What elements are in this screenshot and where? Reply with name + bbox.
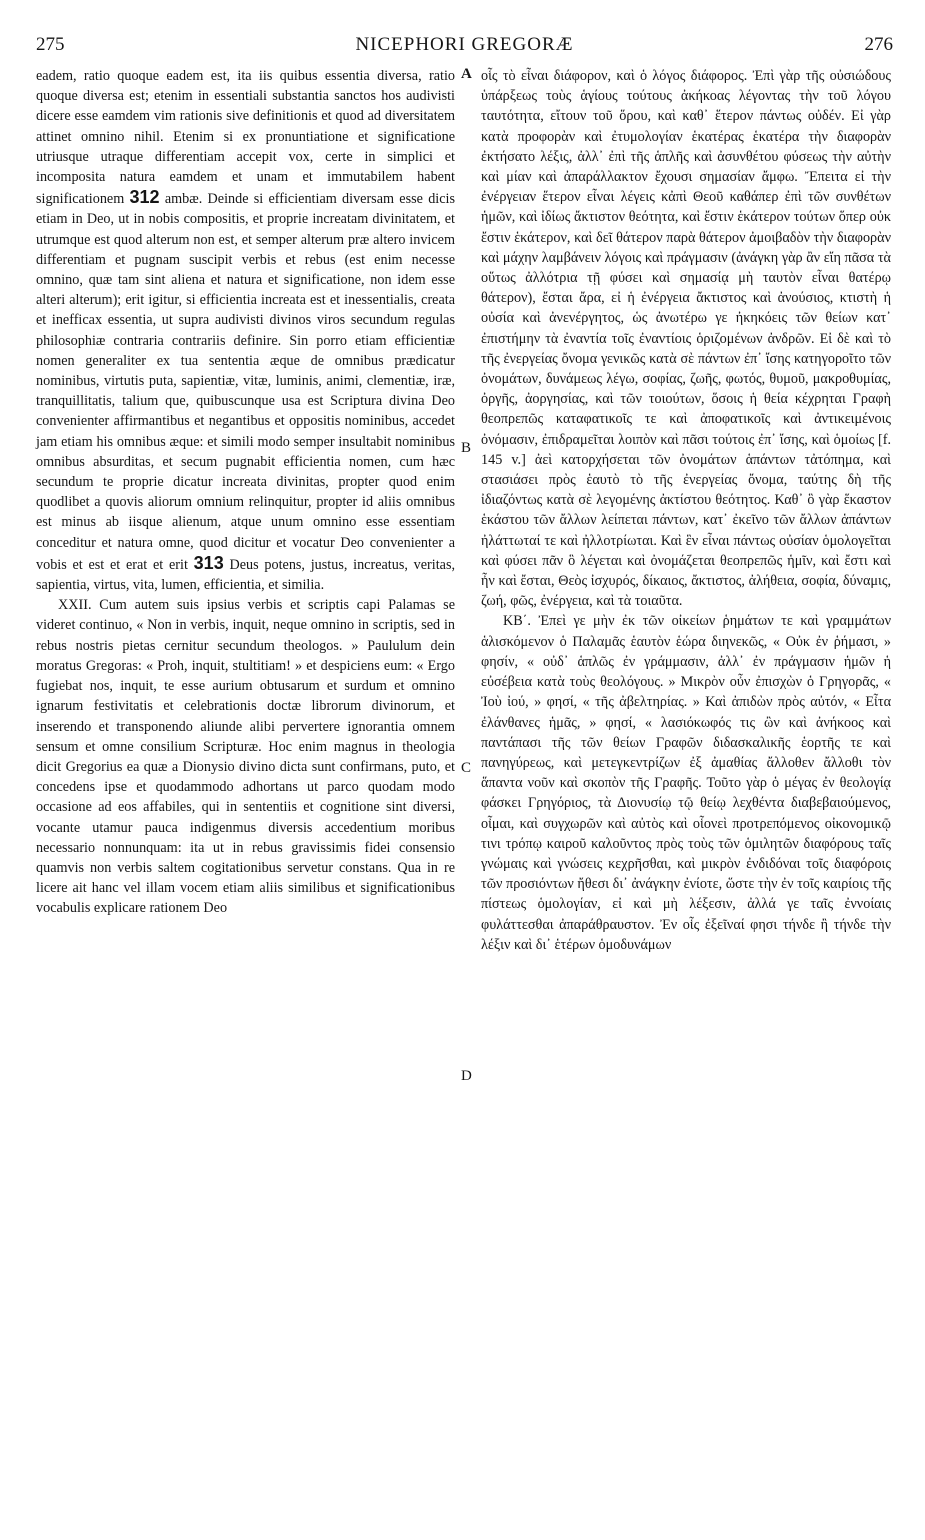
latin-paragraph-1 bbox=[36, 66, 455, 595]
latin-text-1b: ambæ. Deinde si efficientiam diversam esse dicis etiam in Deo, ut in nobis compositis, et proprie increatam divinitatem, et utrumque est quod alterum non est, et semper alterum præ altero invicem differentiam et pugnam suscipit verbis et rebus (est enim necesse omnino, quæ tam sint aliena et natura et significatione, non idem esse alteri alterum); erit igitur, si efficientia increata est et inessentialis, creata et inefficax essentia, ut supra audivisti divinos viros secundum regulas philosophiæ contraria contrariis definire. Sin porro etiam efficientiæ nomen generaliter ex tua sententia æque de omnibus prædicatur nominibus, virtutis puta, sapientiæ, vitæ, luminis, animi, clementiæ, iræ, tranquillitatis, talium que, quibuscunque usa est Scriptura divina Deo convenienter affirmantibus et negantibus et oppositis nominibus, accedet jam etiam his omnibus æque: et simili modo semper insultabit nominibus omnibus absurditas, et secum pugnabit efficientia nomen, cum hæc secundum te proprie dicatur increata divinitas, propter quod enim quodlibet a quovis aliorum omnium relinquitur, propter id aliis omnibus est minus ab iisque alienum, atque unum omnino esse essentiam conceditur et natura omne, quod dicitur et vocatur Deo convenienter a vobis et est et erat et erit bbox=[36, 191, 455, 573]
section-marker-a: A bbox=[461, 66, 472, 82]
latin-text-1c: Deus potens, justus, increatus, veritas, sapientia, virtus, vita, lumen, efficientia, et similia. bbox=[36, 556, 456, 594]
edition-number-313: 313 bbox=[193, 552, 224, 573]
section-marker-c: C bbox=[461, 760, 472, 776]
page-number-right: 276 bbox=[864, 34, 893, 55]
latin-column bbox=[36, 66, 455, 919]
section-marker-d: D bbox=[461, 1068, 472, 1084]
edition-number-312: 312 bbox=[129, 187, 160, 208]
greek-paragraph-2: ΚΒ΄. Ἐπεὶ γε μὴν ἐκ τῶν οἰκείων ῥημάτων τε καὶ γραμμάτων ἁλισκόμενον ὁ Παλαμᾶς ἑαυτὸν ἑώρα διηνεκῶς, « Οὐκ ἐν ῥήμασι, » φησίν, « οὐδ᾽ ἁπλῶς ἐν γράμμασιν, ἀλλ᾽ ἐν πράγμασιν ἡμῶν ἡ εὐσέβεια κατὰ τοὺς θεολόγους. » Μικρὸν οὖν ἐπισχὼν ὁ Γρηγορᾶς, « Ἰοὺ ἰού, » φησί, « τῆς ἀβελτηρίας. » Καὶ ἀπιδὼν πρὸς αὐτόν, « Εἶτα ἐλάνθανες ἡμᾶς, » φησί, « λασιόκωφός τις ὢν καὶ ἀνήκοος καὶ παντάπασι τῆς τῶν θείων Γραφῶν διδασκαλικῆς ἑορτῆς τε καὶ πανηγύρεως, καὶ μετεγκεντρίζων ἐξ ἀμαθίας ἄλλοθεν ἄλλοθι τὸν ἅπαντα νοῦν καὶ σκοπὸν τῆς Γραφῆς. Τοῦτο γὰρ ὁ μέγας ἐν θεολογίᾳ φάσκει Γρηγόριος, τὰ Διονυσίῳ τῷ θείῳ λεχθέντα διαβεβαιούμενος, οἶμαι, καὶ συγχωρῶν καὶ αὐτὸς καὶ οἷονεὶ προτρεπόμενος οἰκονομικῷ τινι τρόπῳ καιροῦ καλοῦντος πρὸς τοὺς τῶν ὁμιλητῶν διαφόρους ταῖς γνώμαις καὶ γνώσεις κεχρῆσθαι, καὶ μικρὸν ἐνδιδόναι τοῖς διαφόροις τῶν προσιόντων ἤθεσι δι᾽ ἀνάγκην ἐνίοτε, ὥστε τὴν ἐν τοῖς καιρίοις τῆς πίστεως ὁμολογίαν, εἰ καὶ μὴ λέξεσιν, ἀλλά γε ταῖς ἐννοίαις φυλάττεσθαι ἀπαράθραυστον. Ἐν οἷς ἐξεῖναί φησι τήνδε ἢ τήνδε τὴν λέξιν καὶ δι᾽ ἑτέρων ὁμοδυνάμων bbox=[481, 613, 891, 953]
greek-paragraph-1 bbox=[481, 66, 891, 611]
latin-text-1a: eadem, ratio quoque eadem est, ita iis quibus essentia diversa, ratio quoque diversa est; etenim in essentiali substantia sanctos hos audivisti dicere esse eamdem vim rationis sive definitionis et quod ad diversitatem attinet omnino nihil. Etenim si ex pronuntiatione et significatione utriusque utraque differentiam accepit vox, certe in simplici et incomposita natura eamdem et unam et immutabilem habent significationem bbox=[36, 68, 455, 208]
greek-text-1-end: ἀεὶ κατορχήσεται τῶν ὀνομάτων ἁπάντων τἀτόπημα, καὶ στασιάσει πρὸς ἑαυτὸ τὸ τῆς ἐνεργείας ὄνομα, ταύτης δὴ τῆς ἰδιαζόντως κατὰ σὲ λεγομένης ἀκτίστου θεότητος. Καθ᾽ ὃ γὰρ ἕκαστον ἑκάστου τῶν ἄλλων λείπεται πάντων, κατ᾽ ἐκεῖνο τῶν ἄλλων ἁπάντων ἠλάττωταί τε καὶ ἠλλοτρίωται. Καὶ ἓν εἶναι πάντως οὐσίαν ὁμολογεῖται καὶ φύσει πᾶν ὃ λέγεται καὶ ὀνομάζεται θεοπρεπῶς ἡμῖν, καὶ ἔστι καὶ ἦν καὶ ἔσται, Θεὸς ἰσχυρός, δίκαιος, ἄκτιστος, ἀλήθεια, σοφία, δύναμις, ζωή, φῶς, ἐνέργεια, καὶ τὰ τοιαῦτα. bbox=[481, 451, 891, 610]
greek-column bbox=[481, 66, 891, 955]
page-header bbox=[36, 24, 893, 58]
latin-paragraph-2: XXII. Cum autem suis ipsius verbis et scriptis capi Palamas se videret continuo, « Non in verbis, inquit, neque omnino in scriptis, sed in rebus nostris pietas cernitur secundum theologos. » Paululum dein moratus Gregoras: « Proh, inquit, stultitiam! » et despiciens eum: « Ergo fugiebat nos, inquit, te esse aurium obtusarum et surdum et omnino ignarum festivitatis et celebrationis doctæ librorum divinorum, et inserendo et transponendo aliunde alibi pervertere ignorantia omnem sensum et omne consilium Scripturæ. Hoc enim magnus in theologia dicit Gregorius ea quæ a Dionysio divino dicta sunt confirmans, puto, et concedens ipse et quodammodo adhortans ut parco quodam modo occasione ad eos affabiles, qui in sententiis et cognitione sint diversi, vocante utamur pauca indigenmus diversis accedentium moribus necessario nonnunquam: ita ut in rebus gravissimis fidei consensio quamvis non verbis saltem cogitationibus servetur constans. Qua in re licere ait hanc vel illam vocem etiam aliis similibus et significationibus vocabulis explicare rationem Deo bbox=[36, 597, 455, 917]
greek-text-1: οἷς τὸ εἶναι διάφορον, καὶ ὁ λόγος διάφορος. Ἐπὶ γὰρ τῆς οὐσιώδους ὑπάρξεως τοὺς ἁγίους τούτους ἀκήκοας λέγοντας τὴν τοῦ λόγου ταυτότητα, εἴτουν τοῦ ὅρου, καὶ καθ᾽ ἕτερον πάντως οὐδέν. Εἰ γὰρ κατὰ προφορὰν καὶ ἐτυμολογίαν ἑκατέρας ἑκατέρα τὴν διαφορὰν ἐκτήσατο λέξις, ἀλλ᾽ ἐπὶ τῆς ἁπλῆς καὶ ἀσυνθέτου φύσεως τὴν αὐτὴν καὶ μίαν καὶ ἀπαράλλακτον ἔχουσι σημασίαν ἄμφω. Ἔπειτα εἰ τὴν ἐνέργειαν ἕτερον εἶναι λέγεις κἀπὶ Θεοῦ καθάπερ ἐπὶ τῶν συνθέτων ἡμῶν, καὶ ἰδίως ἄκτιστον θεότητα, καὶ ἔστιν ἑκάτερον τούτων ὅπερ οὐκ ἔστιν ἑκάτερον, καὶ δεῖ θάτερον παρὰ θάτερον ἀμοιβαδὸν τὴν διαφορὰν καὶ μάχην λαμβάνειν λόγοις καὶ πράγμασιν (ἀνάγκη γὰρ ἂν εἴη πᾶσα τὰ οὕτως ἀλλότρια τῇ φύσει καὶ σημασίᾳ μὴ ταυτὸν εἶναι θατέρῳ θάτερον), ἔσται ἄρα, εἰ ἡ ἐνέργεια ἄκτιστος καὶ ἀνούσιος, κτιστὴ ἡ οὐσία καὶ ἀνενέργητος, ὡς ἀνωτέρω γε ἠκηκόεις τῶν θείων κατ᾽ ἐπιστήμην τὰ ἐναντία τοῖς ἐναντίοις ὁριζομένων ἀνδρῶν. Εἰ δὲ καὶ τὸ τῆς ἐνεργείας ὄνομα γενικῶς κατὰ σὲ πάντων ἐπ᾽ ἴσης κατηγοροῖτο τῶν ὀνομάτων, δυνάμεως λέγω, σοφίας, ζωῆς, φωτός, θυμοῦ, μακροθυμίας, ὀργῆς, ἀοργησίας, καὶ τῶν τοιούτων, ὅσοις ἡ θεία κέχρηται Γραφὴ θεοπρεπῶς καταφατικοῖς τε καὶ ἀποφατικοῖς καὶ ἀντικειμένοις ὀνόμασιν, ἐπιδραμεῖται λοιπὸν καὶ πᾶσι τούτοις ἐπ᾽ ἴσης, καὶ ὁμοίως bbox=[481, 68, 891, 448]
folio-reference: [f. 145 v.] bbox=[481, 431, 892, 468]
section-marker-b: B bbox=[461, 440, 472, 456]
page-number-left: 275 bbox=[36, 34, 65, 55]
running-title: NICEPHORI GREGORÆ bbox=[355, 34, 574, 55]
